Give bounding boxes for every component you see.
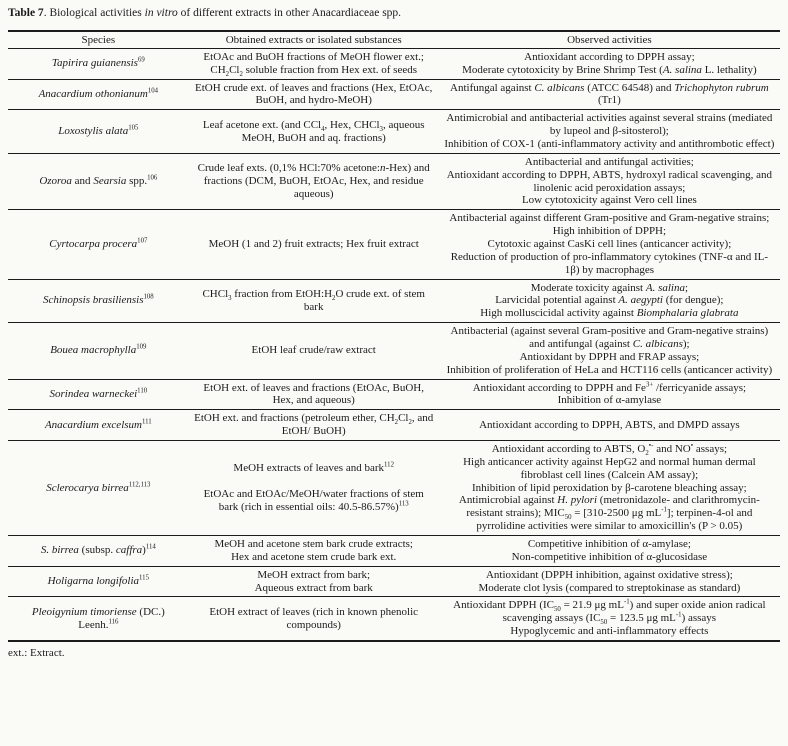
extracts-cell: MeOH and acetone stem bark crude extracts; Hex and acetone stem crude bark ext. bbox=[189, 536, 439, 567]
activities-cell: Antioxidant (DPPH inhibition, against oxidative stress); Moderate clot lysis (compared to streptokinase as standard) bbox=[439, 566, 780, 597]
species-cell: Sorindea warneckei$^{110}$ bbox=[8, 379, 189, 410]
column-header-extracts: Obtained extracts or isolated substances bbox=[189, 31, 439, 49]
activities-cell: Antibacterial (against several Gram-positive and Gram-negative strains) and antifungal (against C. albicans); Antioxidant by DPPH and FRAP assays; Inhibition of proliferation of HeLa and HCT116 cells (anticancer activity) bbox=[439, 323, 780, 379]
species-cell: Cyrtocarpa procera$^{107}$ bbox=[8, 210, 189, 279]
biological-activities-table bbox=[8, 30, 780, 642]
extracts-cell: Leaf acetone ext. (and CCl$_4$, Hex, CHCl$_3$, aqueous MeOH, BuOH and aq. fractions) bbox=[189, 110, 439, 154]
table-row bbox=[8, 379, 780, 410]
species-cell: Anacardium excelsum$^{111}$ bbox=[8, 410, 189, 441]
table-row bbox=[8, 441, 780, 536]
table-row bbox=[8, 279, 780, 323]
species-cell: Holigarna longifolia$^{115}$ bbox=[8, 566, 189, 597]
extracts-cell: Crude leaf exts. (0,1% HCl:70% acetone:n-Hex) and fractions (DCM, BuOH, EtOAc, Hex, and residue aqueous) bbox=[189, 153, 439, 209]
table-row bbox=[8, 79, 780, 110]
species-cell: Loxostylis alata$^{105}$ bbox=[8, 110, 189, 154]
species-cell: Pleoigynium timoriense (DC.) Leenh.$^{116}$ bbox=[31, 605, 165, 631]
activities-cell: Antifungal against C. albicans (ATCC 64548) and Trichophyton rubrum (Tr1) bbox=[439, 79, 780, 110]
species-cell: Anacardium othonianum$^{104}$ bbox=[8, 79, 189, 110]
activities-cell: Antioxidant DPPH ($IC_{50} = 21.9$ μg $mL^{-1}$) and super oxide anion radical scavenging assays ($IC_{50} = 123.5$ μg $mL^{-1}$) assays Hypoglycemic and anti-inflammatory effects bbox=[453, 598, 766, 638]
table-caption-label: Table 7 bbox=[8, 7, 44, 19]
table-row bbox=[8, 323, 780, 379]
species-cell: Ozoroa and Searsia spp.$^{106}$ bbox=[8, 153, 189, 209]
species-cell: Tapirira guianensis$^{69}$ bbox=[8, 48, 189, 79]
extracts-cell: MeOH (1 and 2) fruit extracts; Hex fruit extract bbox=[189, 210, 439, 279]
species-cell: S. birrea (subsp. caffra)$^{114}$ bbox=[8, 536, 189, 567]
table-row bbox=[8, 410, 780, 441]
table-row bbox=[8, 536, 780, 567]
header-row bbox=[8, 31, 780, 49]
activities-cell: Antibacterial against different Gram-positive and Gram-negative strains; High inhibition of DPPH; Cytotoxic against CasKi cell lines (anticancer activity); Reduction of production of pro-inflammatory cytokines (TNF-α and IL-1β) by macrophages bbox=[439, 210, 780, 279]
activities-cell: Antioxidant according to ABTS, $O_2^{•-}$ and NO• assays; High anticancer activity against HepG2 and normal human dermal fibroblast cell lines (Calcein AM assay); Inhibition of lipid peroxidation by β-carotene bleaching assay; Antimicrobial against H. pylori (metronidazole- and clarithromycin-resistant strains); $MIC_{50} = [310-2500$ μg $mL^{-1}$]; terpinen-4-ol and pyrrolidine activities were similar to amoxicillin's (P > 0.05) bbox=[439, 441, 780, 536]
table-row bbox=[8, 210, 780, 279]
activities-cell: Antioxidant according to DPPH assay; Moderate cytotoxicity by Brine Shrimp Test (A. salina L. lethality) bbox=[439, 48, 780, 79]
table-caption bbox=[8, 7, 780, 21]
table-caption-text: . Biological activities in vitro of different extracts in other Anacardiaceae spp. bbox=[43, 7, 402, 19]
species-cell: Schinopsis brasiliensis$^{108}$ bbox=[8, 279, 189, 323]
table-row bbox=[8, 110, 780, 154]
activities-cell: Antioxidant according to DPPH and $Fe^{3+}$ /ferricyanide assays; Inhibition of α-amylase bbox=[439, 379, 780, 410]
extracts-cell: EtOH ext. of leaves and fractions (EtOAc, BuOH, Hex, and aqueous) bbox=[189, 379, 439, 410]
table-body bbox=[8, 48, 780, 641]
activities-cell: Antimicrobial and antibacterial activities against several strains (mediated by lupeol and β-sitosterol); Inhibition of COX-1 (anti-inflammatory activity and antithrombotic effect) bbox=[439, 110, 780, 154]
table-row bbox=[8, 566, 780, 597]
column-header-activities: Observed activities bbox=[439, 31, 780, 49]
activities-cell: Antibacterial and antifungal activities; Antioxidant according to DPPH, ABTS, hydroxyl radical scavenging, and linolenic acid peroxidation assays; Low cytotoxicity against Vero cell lines bbox=[439, 153, 780, 209]
table-header bbox=[8, 31, 780, 49]
table-row bbox=[8, 48, 780, 79]
extracts-cell: MeOH extracts of leaves and bark$^{112}$ EtOAc and EtOAc/MeOH/water fractions of stem bark (rich in essential oils: 40.5-86.57%)$^{113}$ bbox=[189, 441, 439, 536]
extracts-cell: EtOH extract of leaves (rich in known phenolic compounds) bbox=[209, 605, 419, 631]
activities-cell: Competitive inhibition of α-amylase; Non-competitive inhibition of α-glucosidase bbox=[439, 536, 780, 567]
species-cell: Sclerocarya birrea$^{112,113}$ bbox=[8, 441, 189, 536]
extracts-cell: EtOH crude ext. of leaves and fractions (Hex, EtOAc, BuOH, and hydro-MeOH) bbox=[189, 79, 439, 110]
table-row bbox=[8, 153, 780, 209]
species-cell: Bouea macrophylla$^{109}$ bbox=[8, 323, 189, 379]
column-header-species: Species bbox=[8, 31, 189, 49]
extracts-cell: EtOH ext. and fractions (petroleum ether, $CH_2Cl_2$, and EtOH/ BuOH) bbox=[189, 410, 439, 441]
activities-cell: Moderate toxicity against A. salina; Larvicidal potential against A. aegypti (for dengue); High molluscicidal activity against Biomphalaria glabrata bbox=[439, 279, 780, 323]
extracts-cell: EtOH leaf crude/raw extract bbox=[189, 323, 439, 379]
extracts-cell: EtOAc and BuOH fractions of MeOH flower ext.; $CH_2Cl_2$ soluble fraction from Hex ext. of seeds bbox=[189, 48, 439, 79]
table-row bbox=[8, 597, 780, 641]
table-footnote: ext.: Extract. bbox=[8, 647, 65, 660]
activities-cell: Antioxidant according to DPPH, ABTS, and DMPD assays bbox=[439, 410, 780, 441]
extracts-cell: MeOH extract from bark; Aqueous extract from bark bbox=[189, 566, 439, 597]
extracts-cell: CHCl$_3$ fraction from $EtOH:H_2O$ crude ext. of stem bark bbox=[189, 279, 439, 323]
